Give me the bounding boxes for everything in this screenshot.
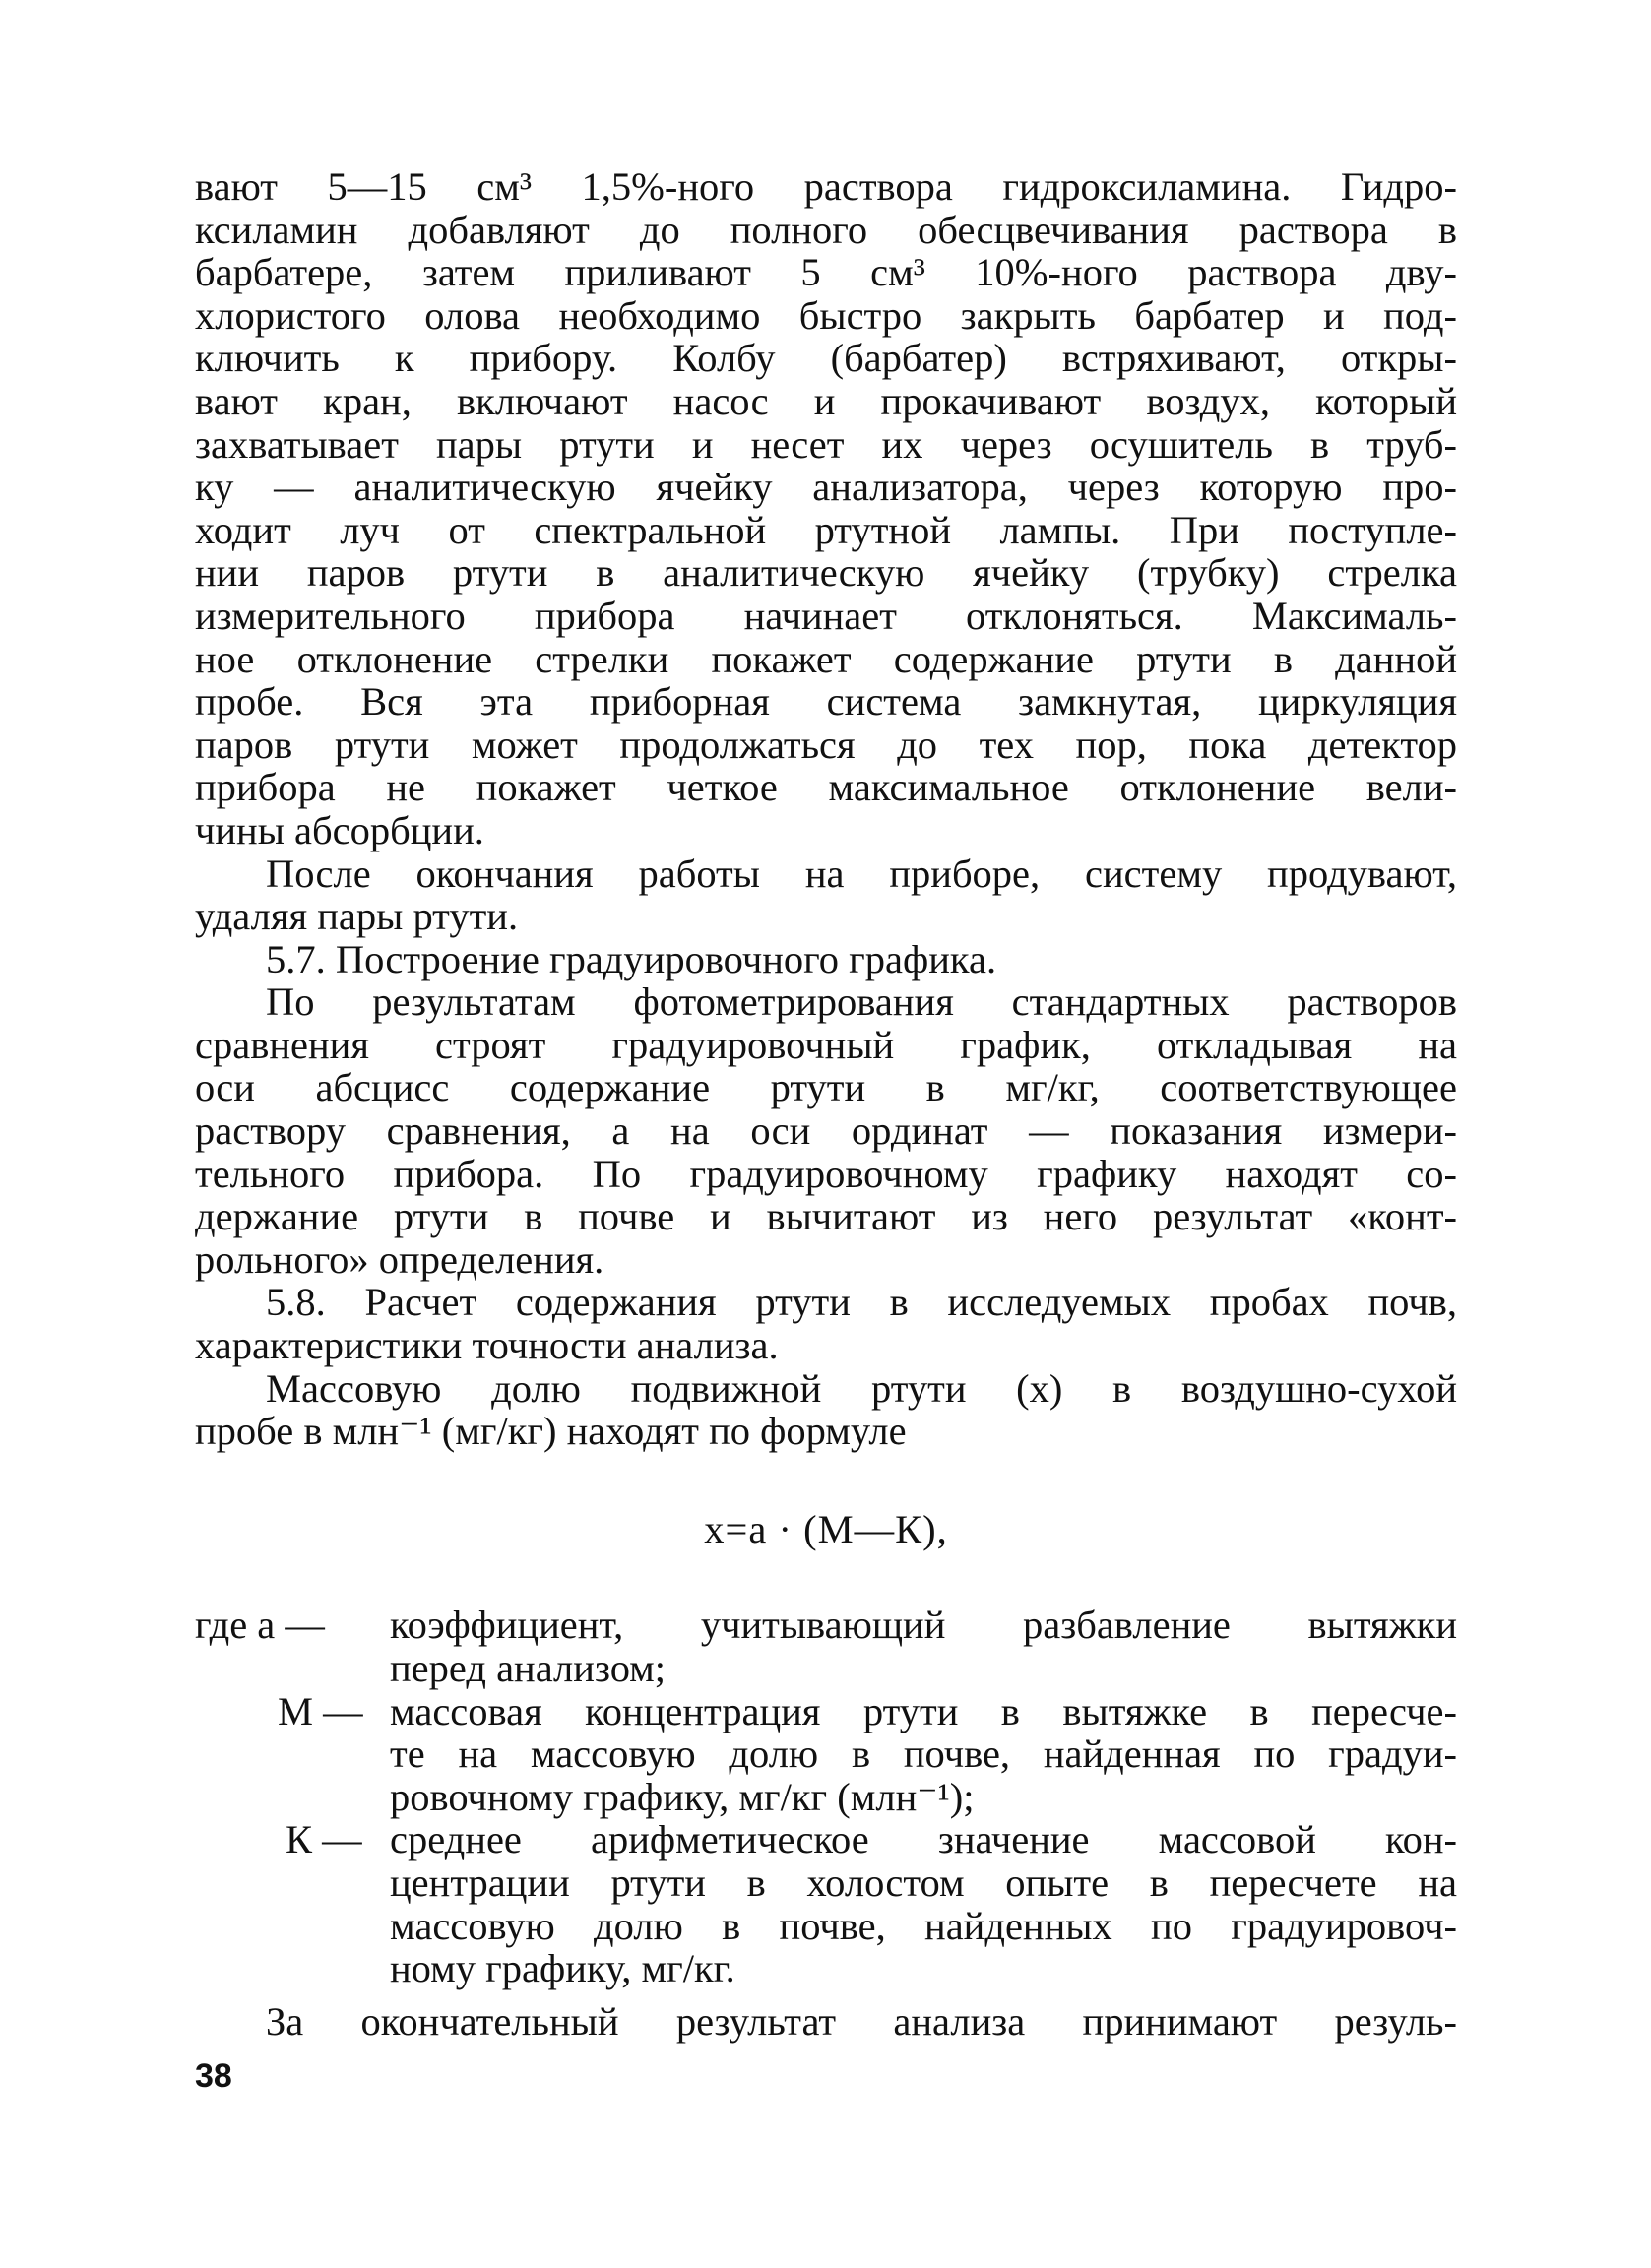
text-line: измерительного прибора начинает отклоняться. Максималь- <box>195 593 1457 638</box>
text-line: ному графику, мг/кг. <box>390 1946 735 1991</box>
definition-term: где а — <box>195 1603 325 1648</box>
text-line: ксиламин добавляют до полного обесцвечивания раствора в <box>195 207 1457 252</box>
text-line: За окончательный результат анализа принимают резуль- <box>266 1998 1457 2044</box>
page-number: 38 <box>195 2057 232 2095</box>
text-line: Массовую долю подвижной ртути (х) в воздушно-сухой <box>266 1365 1457 1411</box>
formula-definitions <box>195 1604 1457 1989</box>
text-line: центрации ртути в холостом опыте в пересчете на <box>390 1859 1457 1905</box>
text-line: ровочному графику, мг/кг (млн⁻¹); <box>390 1774 975 1819</box>
text-line: захватывает пары ртути и несет их через осушитель в труб- <box>195 421 1457 467</box>
text-line: раствору сравнения, а на оси ординат — показания измери- <box>195 1108 1457 1154</box>
definition-term: К — <box>286 1817 362 1862</box>
text-line: хлористого олова необходимо быстро закрыть барбатер и под- <box>195 292 1457 338</box>
text-line: паров ртути может продолжаться до тех пор, пока детектор <box>195 722 1457 767</box>
text-line: ное отклонение стрелки покажет содержание ртути в данной <box>195 636 1457 681</box>
definition-text <box>390 1818 1457 1989</box>
definition-text <box>390 1690 1457 1819</box>
text-line: сравнения строят градуировочный график, откладывая на <box>195 1022 1457 1067</box>
text-line: рольного» определения. <box>195 1236 604 1282</box>
text-line: тельного прибора. По градуировочному графику находят со- <box>195 1151 1457 1196</box>
text-line: По результатам фотометрирования стандартных растворов <box>266 979 1457 1025</box>
text-line: держание ртути в почве и вычитают из него результат «конт- <box>195 1194 1457 1239</box>
text-line: вают кран, включают насос и прокачивают воздух, который <box>195 378 1457 423</box>
definition-text <box>390 1604 1457 1689</box>
paragraph-final-result <box>195 2000 1457 2044</box>
text-line: барбатере, затем приливают 5 см³ 10%-ного раствора дву- <box>195 250 1457 295</box>
document-page <box>195 165 1457 2134</box>
section-heading-5-7 <box>195 938 1457 981</box>
section-title: 5.8. Расчет содержания ртути в исследуемых пробах почв, <box>266 1280 1457 1325</box>
text-line: ключить к прибору. Колбу (барбатер) встряхивают, откры- <box>195 336 1457 381</box>
text-line: среднее арифметическое значение массовой кон- <box>390 1817 1457 1862</box>
text-line: ходит луч от спектральной ртутной лампы. При поступле- <box>195 507 1457 552</box>
text-line: пробе в млн⁻¹ (мг/кг) находят по формуле <box>195 1409 907 1454</box>
text-line: нии паров ртути в аналитическую ячейку (трубку) стрелка <box>195 550 1457 596</box>
definition-a <box>195 1604 1457 1689</box>
section-title: 5.7. Построение градуировочного графика. <box>266 936 997 981</box>
text-line: перед анализом; <box>390 1646 667 1690</box>
text-line: вают 5—15 см³ 1,5%-ного раствора гидроксиламина. Гидро- <box>195 164 1457 209</box>
definition-k <box>195 1818 1457 1989</box>
definition-m <box>195 1690 1457 1819</box>
section-title: характеристики точности анализа. <box>195 1323 779 1368</box>
text-line: те на массовую долю в почве, найденная по градуи- <box>390 1732 1457 1777</box>
text-line: чины абсорбции. <box>195 807 484 852</box>
text-line: После окончания работы на приборе, систему продувают, <box>266 850 1457 896</box>
text-line: пробе. Вся эта приборная система замкнутая, циркуляция <box>195 679 1457 724</box>
definition-term: М — <box>278 1688 363 1733</box>
paragraph-calibration <box>195 980 1457 1281</box>
formula: х=а · (М—К), <box>704 1506 948 1551</box>
paragraph-mass-fraction <box>195 1367 1457 1453</box>
section-heading-5-8 <box>195 1281 1457 1366</box>
text-line: массовая концентрация ртути в вытяжке в пересче- <box>390 1688 1457 1733</box>
text-line: прибора не покажет четкое максимальное отклонение вели- <box>195 765 1457 810</box>
text-line: ку — аналитическую ячейку анализатора, через которую про- <box>195 465 1457 510</box>
text-line: удаляя пары ртути. <box>195 894 519 939</box>
text-line: оси абсцисс содержание ртути в мг/кг, соответствующее <box>195 1065 1457 1110</box>
paragraph-procedure <box>195 165 1457 852</box>
paragraph-purge <box>195 852 1457 938</box>
text-line: массовую долю в почве, найденных по градуировоч- <box>390 1903 1457 1948</box>
text-line: коэффициент, учитывающий разбавление вытяжки <box>390 1603 1457 1648</box>
